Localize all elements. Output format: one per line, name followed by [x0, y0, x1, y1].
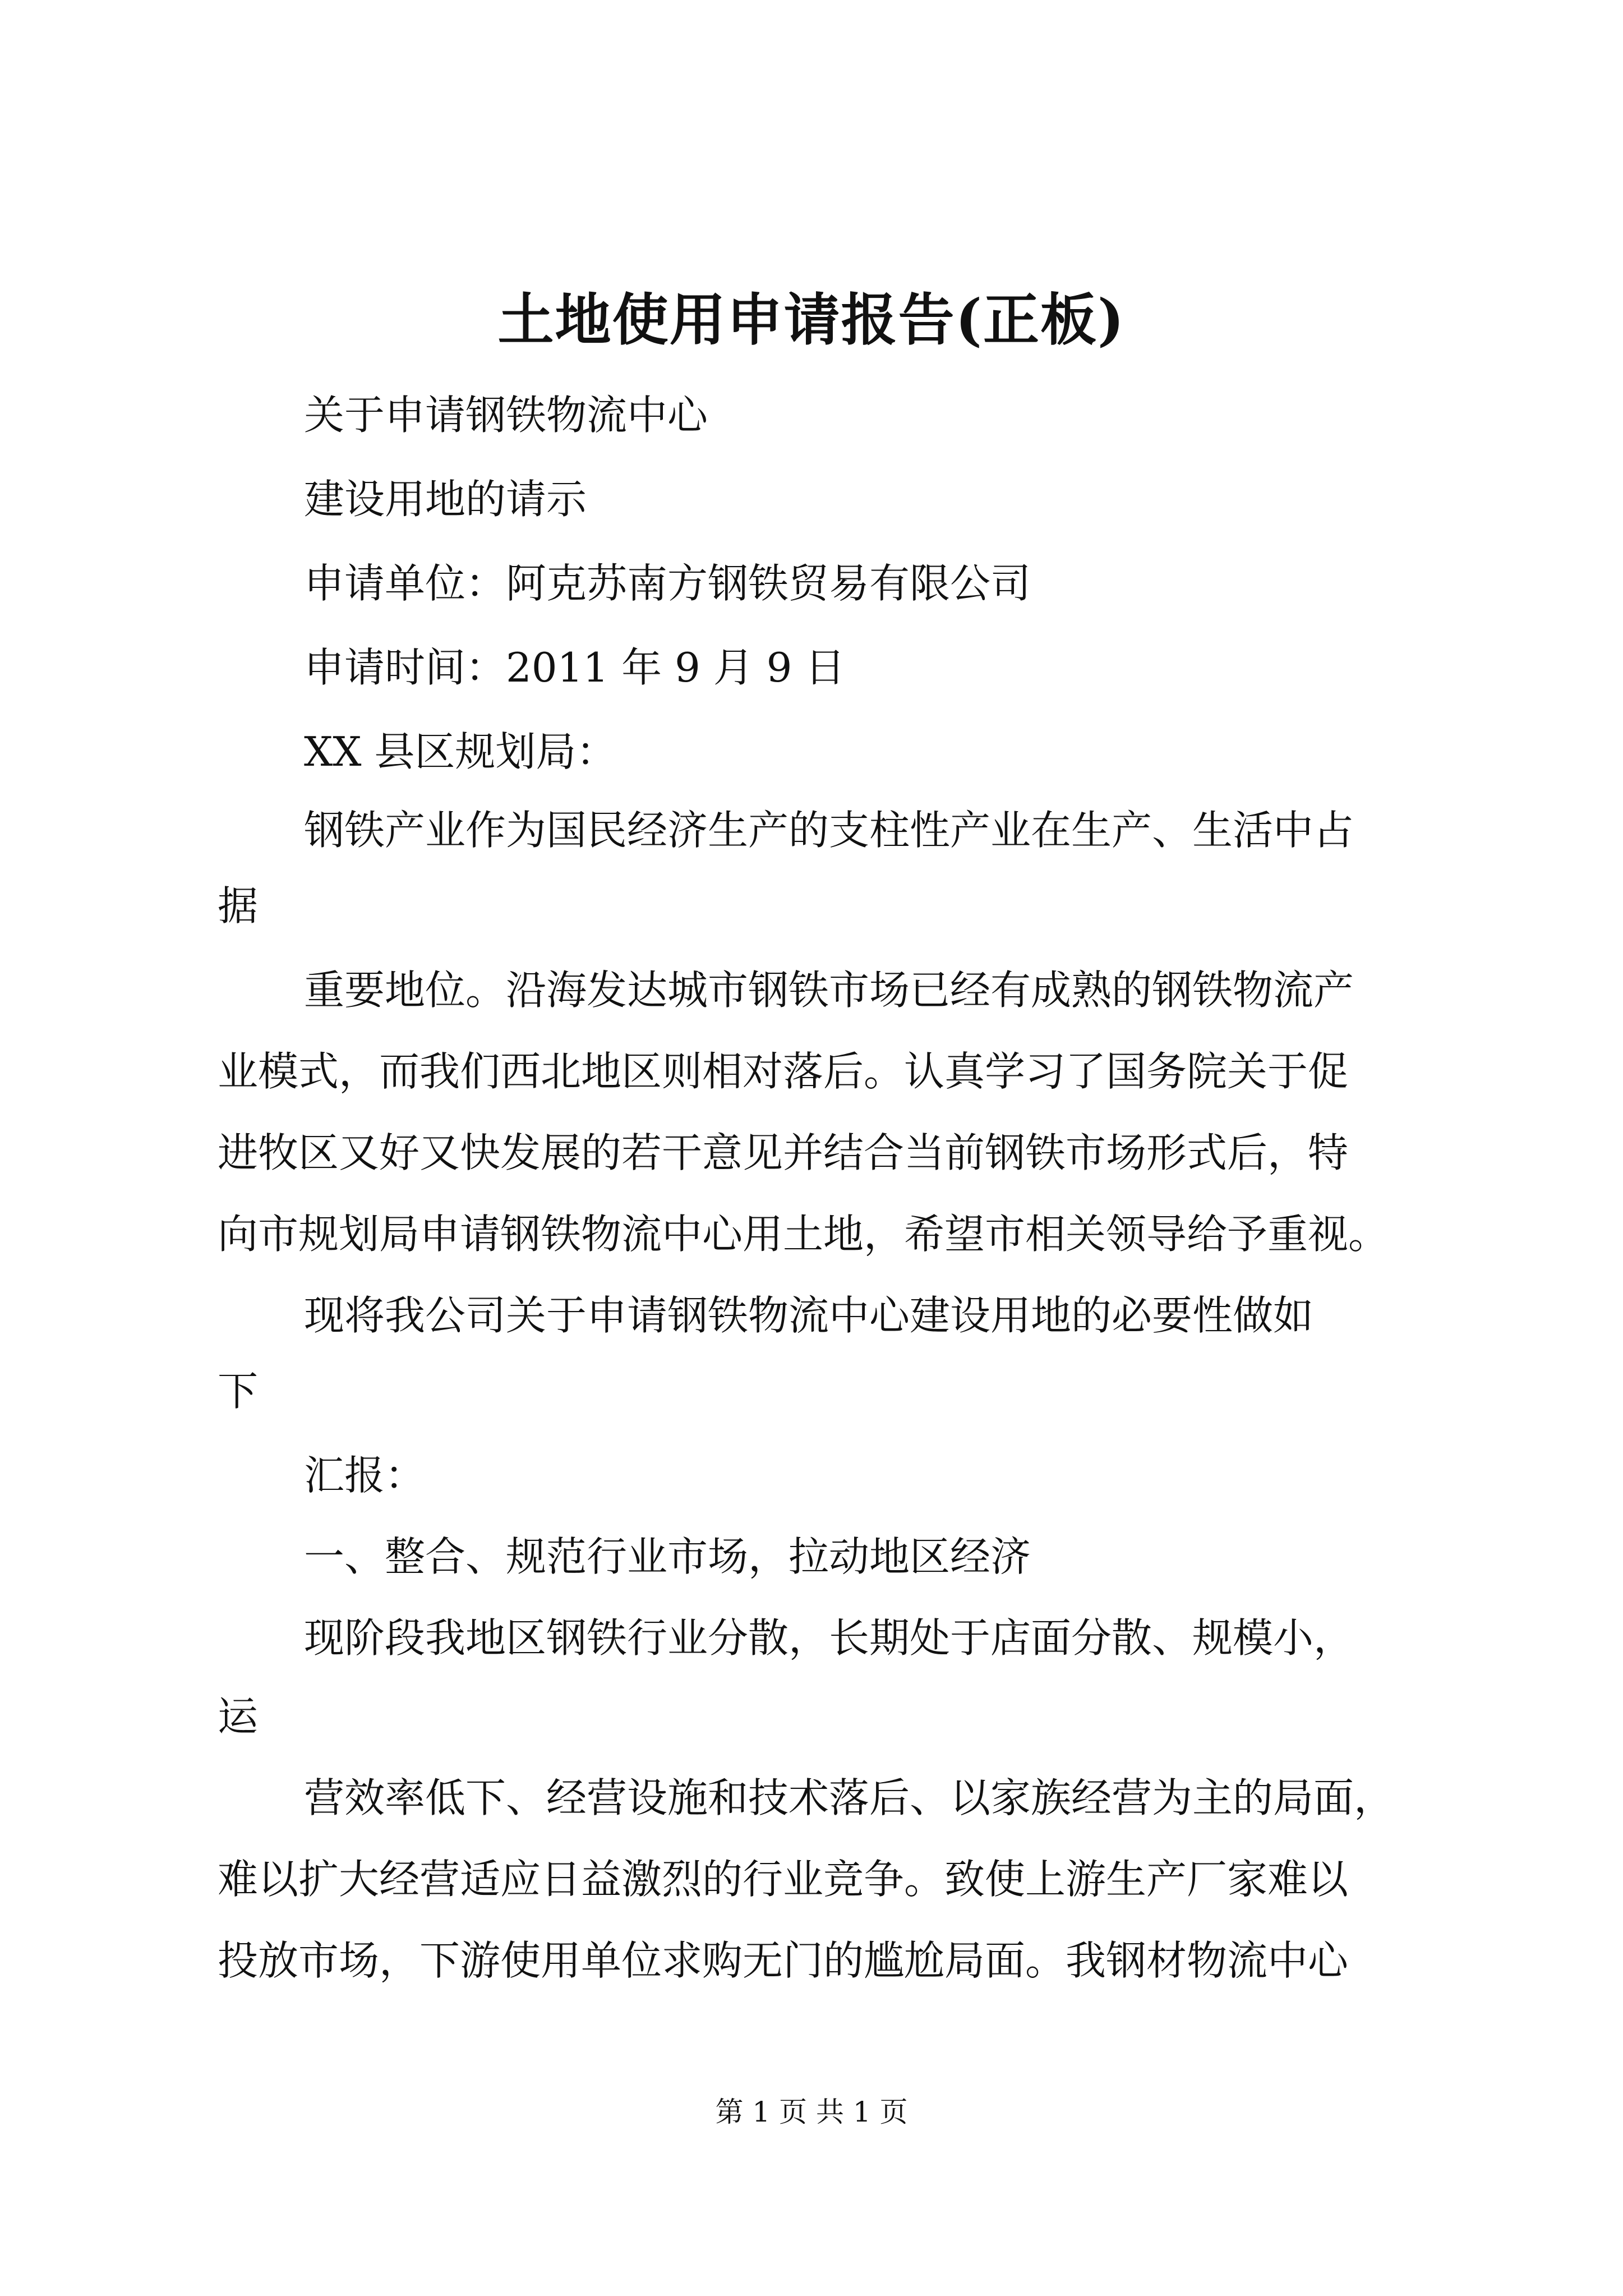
text-line: 营效率低下、经营设施和技术落后、以家族经营为主的局面，: [304, 1774, 1395, 1821]
page-number-footer: 第 1 页 共 1 页: [715, 2096, 908, 2128]
text-line: 向市规划局申请钢铁物流中心用土地，希望市相关领导给予重视。: [218, 1211, 1389, 1258]
text-line: XX 县区规划局：: [304, 728, 617, 775]
document-title: 土地使用申请报告(正板): [497, 287, 1126, 353]
text-line: 建设用地的请示: [304, 476, 587, 523]
text-line: 据: [218, 882, 259, 930]
text-line: 汇报：: [304, 1452, 426, 1499]
text-line: 重要地位。沿海发达城市钢铁市场已经有成熟的钢铁物流产: [304, 967, 1354, 1014]
text-line: 现阶段我地区钢铁行业分散，长期处于店面分散、规模小，: [304, 1614, 1354, 1662]
text-line: 申请单位：阿克苏南方钢铁贸易有限公司: [304, 560, 1031, 607]
text-line: 一、整合、规范行业市场，拉动地区经济: [304, 1533, 1031, 1580]
text-line: 下: [218, 1368, 259, 1415]
text-line: 业模式，而我们西北地区则相对落后。认真学习了国务院关于促: [218, 1048, 1349, 1095]
text-line: 现将我公司关于申请钢铁物流中心建设用地的必要性做如: [304, 1292, 1314, 1339]
text-line: 申请时间：2011 年 9 月 9 日: [304, 644, 846, 691]
text-line: 难以扩大经营适应日益激烈的行业竞争。致使上游生产厂家难以: [218, 1856, 1349, 1903]
text-line: 进牧区又好又快发展的若干意见并结合当前钢铁市场形式后，特: [218, 1129, 1349, 1176]
text-line: 投放市场，下游使用单位求购无门的尴尬局面。我钢材物流中心: [218, 1937, 1349, 1984]
text-line: 关于申请钢铁物流中心: [304, 392, 708, 439]
text-line: 运: [218, 1693, 259, 1740]
text-line: 钢铁产业作为国民经济生产的支柱性产业在生产、生活中占: [304, 807, 1354, 854]
